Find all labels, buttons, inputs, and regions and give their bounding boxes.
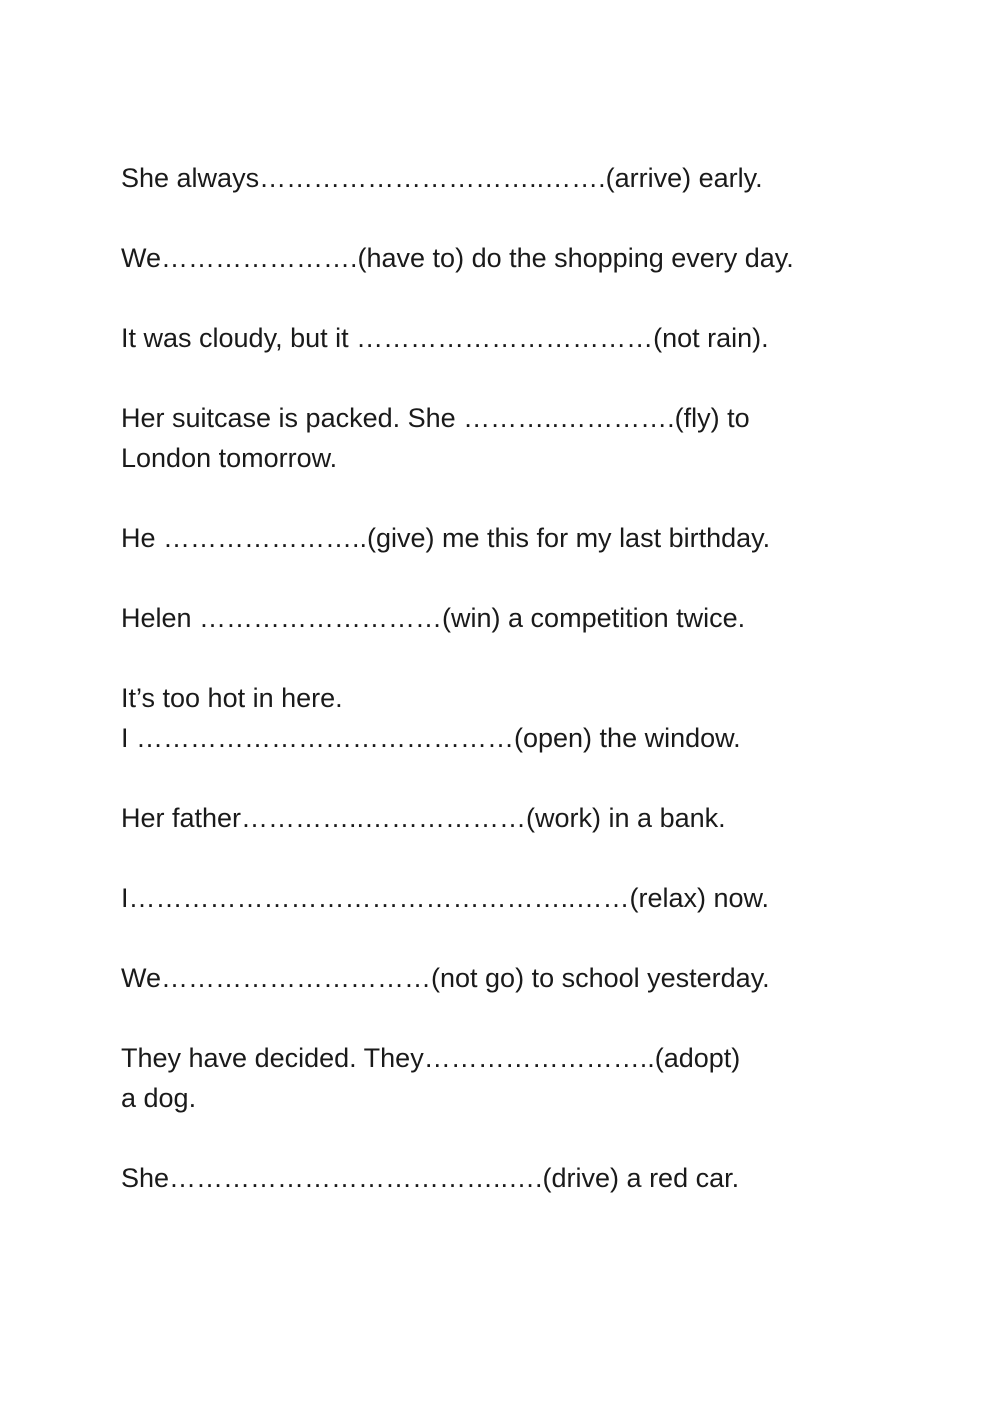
exercise-8 (121, 798, 921, 838)
exercise-text: Helen ………………………(win) a competition twice. (121, 603, 746, 633)
exercise-text: I…………………………………………..……(relax) now. (121, 883, 770, 913)
exercise-11 (121, 1038, 921, 1118)
exercise-4 (121, 398, 921, 478)
exercise-text: I ……………………………………(open) the window. (121, 723, 741, 753)
exercise-text: Her suitcase is packed. She ………..………….(fly) to (121, 403, 750, 433)
worksheet (121, 158, 921, 1238)
exercise-text: He …………………..(give) me this for my last birthday. (121, 523, 771, 553)
exercise-5 (121, 518, 921, 558)
exercise-text: She………………………………..….(drive) a red car. (121, 1163, 740, 1193)
exercise-1 (121, 158, 921, 198)
exercise-text: We………………….(have to) do the shopping every day. (121, 243, 794, 273)
exercise-text: We…………………………(not go) to school yesterday. (121, 963, 770, 993)
exercise-text-continued: a dog. (121, 1083, 197, 1113)
exercise-12 (121, 1158, 921, 1198)
exercise-context: It’s too hot in here. (121, 683, 343, 713)
exercise-6 (121, 598, 921, 638)
exercise-text: They have decided. They……………………..(adopt) (121, 1043, 741, 1073)
exercise-text: She always…………………………..…….(arrive) early. (121, 163, 763, 193)
exercise-text-continued: London tomorrow. (121, 443, 338, 473)
exercise-2 (121, 238, 921, 278)
exercise-9 (121, 878, 921, 918)
exercise-7 (121, 678, 921, 758)
exercise-10 (121, 958, 921, 998)
exercise-text: It was cloudy, but it ……………………………(not rain). (121, 323, 769, 353)
exercise-text: Her father…………..………………(work) in a bank. (121, 803, 726, 833)
exercise-3 (121, 318, 921, 358)
